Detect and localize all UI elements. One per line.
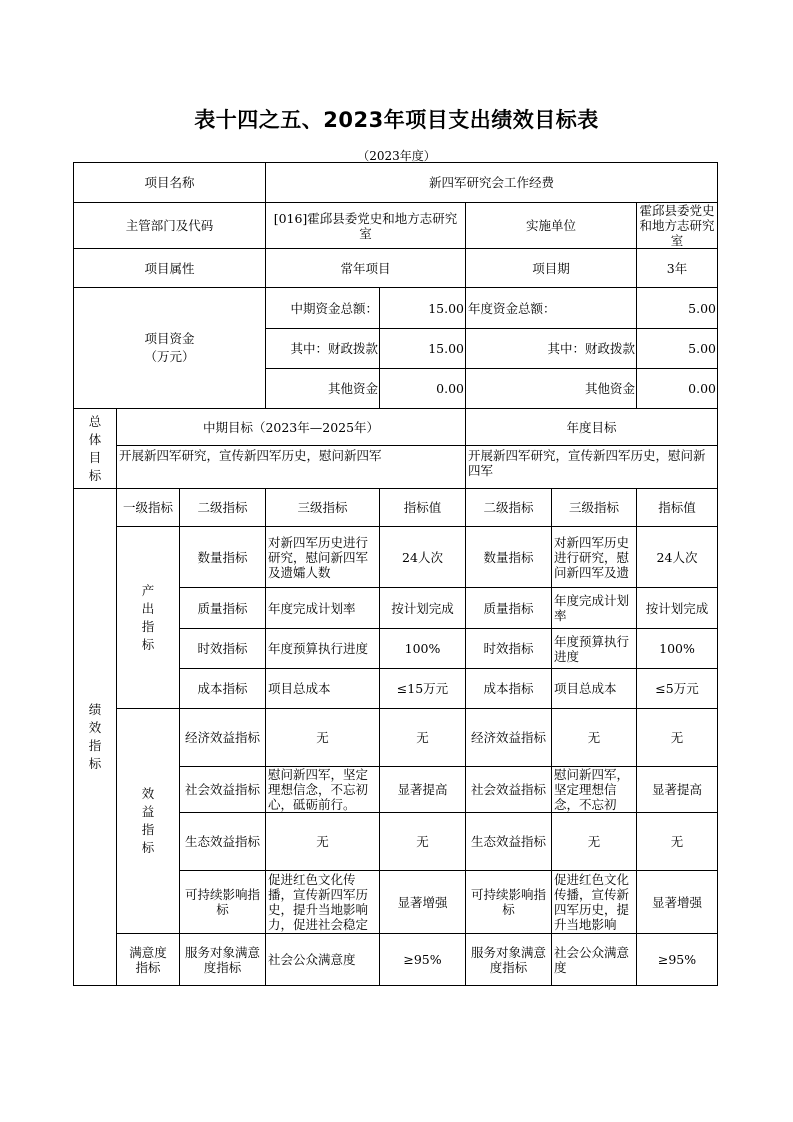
- mid-total-label: 中期资金总额：: [266, 288, 380, 329]
- header-l3: 三级指标: [266, 489, 380, 527]
- row-l3: 社会公众满意度: [266, 934, 380, 986]
- row-l2b: 生态效益指标: [466, 813, 552, 871]
- row-l3b: 年度完成计划率: [552, 588, 637, 629]
- row-val: ≥95%: [380, 934, 466, 986]
- row-l3: 项目总成本: [266, 669, 380, 709]
- indicator-header-row: [74, 489, 718, 527]
- row-l3: 无: [266, 813, 380, 871]
- row-l3: 年度预算执行进度: [266, 629, 380, 669]
- row-l3b: 无: [552, 813, 637, 871]
- year-total: 5.00: [637, 288, 718, 329]
- year-other-label: 其他资金: [466, 369, 637, 409]
- impl-label: 实施单位: [466, 203, 637, 249]
- row-l2b: 时效指标: [466, 629, 552, 669]
- mid-total: 15.00: [380, 288, 466, 329]
- project-name-label: 项目名称: [74, 163, 266, 203]
- row-l3b: 慰问新四军，坚定理想信念，不忘初: [552, 767, 637, 813]
- mid-goal: 开展新四军研究，宣传新四军历史，慰问新四军: [117, 446, 466, 489]
- mid-fiscal: 15.00: [380, 329, 466, 369]
- row-l2: 社会效益指标: [180, 767, 266, 813]
- row-l2b: 社会效益指标: [466, 767, 552, 813]
- period-label: 项目期: [466, 249, 637, 288]
- year-fiscal-label: 其中：财政拨款: [466, 329, 637, 369]
- row-valb: 显著增强: [637, 871, 718, 934]
- performance-table: [73, 162, 718, 986]
- goal-header-row: [74, 409, 718, 446]
- row-l3: 慰问新四军，坚定理想信念，不忘初心，砥砺前行。: [266, 767, 380, 813]
- perf-label: 绩效指标: [74, 489, 117, 986]
- header-l1: 一级指标: [117, 489, 180, 527]
- header-l3b: 三级指标: [552, 489, 637, 527]
- project-name-row: [74, 163, 718, 203]
- row-val: 按计划完成: [380, 588, 466, 629]
- mid-other: 0.00: [380, 369, 466, 409]
- row-val: ≤15万元: [380, 669, 466, 709]
- attr-row: [74, 249, 718, 288]
- row-valb: ≤5万元: [637, 669, 718, 709]
- row-l3b: 项目总成本: [552, 669, 637, 709]
- year-note: （2023年度）: [357, 149, 436, 163]
- header-valb: 指标值: [637, 489, 718, 527]
- row-l2: 可持续影响指标: [180, 871, 266, 934]
- row-l2: 服务对象满意度指标: [180, 934, 266, 986]
- row-l3b: 促进红色文化传播，宣传新四军历史，提升当地影响: [552, 871, 637, 934]
- row-l3b: 社会公众满意度: [552, 934, 637, 986]
- funds-label: 项目资金（万元）: [74, 288, 266, 409]
- goal-content-row: [74, 446, 718, 489]
- year-total-label: 年度资金总额：: [466, 288, 637, 329]
- dept-row: [74, 203, 718, 249]
- row-val: 显著增强: [380, 871, 466, 934]
- table-row: [74, 527, 718, 588]
- attr-label: 项目属性: [74, 249, 266, 288]
- impl-unit: 霍邱县委党史和地方志研究室: [637, 203, 718, 249]
- row-l2b: 质量指标: [466, 588, 552, 629]
- row-valb: 按计划完成: [637, 588, 718, 629]
- row-l3b: 年度预算执行进度: [552, 629, 637, 669]
- row-l3: 对新四军历史进行研究，慰问新四军及遗孀人数: [266, 527, 380, 588]
- row-valb: 显著提高: [637, 767, 718, 813]
- row-l3: 无: [266, 709, 380, 767]
- row-l2: 成本指标: [180, 669, 266, 709]
- row-valb: 24人次: [637, 527, 718, 588]
- year-goal: 开展新四军研究，宣传新四军历史，慰问新四军: [466, 446, 718, 489]
- mid-other-label: 其他资金: [266, 369, 380, 409]
- row-l2b: 数量指标: [466, 527, 552, 588]
- row-l2b: 服务对象满意度指标: [466, 934, 552, 986]
- attr-value: 常年项目: [266, 249, 466, 288]
- year-fiscal: 5.00: [637, 329, 718, 369]
- row-l2: 经济效益指标: [180, 709, 266, 767]
- row-l2: 质量指标: [180, 588, 266, 629]
- row-l2: 时效指标: [180, 629, 266, 669]
- header-l2: 二级指标: [180, 489, 266, 527]
- satisfaction-label: 满意度指标: [117, 934, 180, 986]
- row-l2b: 经济效益指标: [466, 709, 552, 767]
- year-other: 0.00: [637, 369, 718, 409]
- mid-goal-label: 中期目标（2023年—2025年）: [117, 409, 466, 446]
- funds-row-total: [74, 288, 718, 329]
- header-l2b: 二级指标: [466, 489, 552, 527]
- row-val: 无: [380, 813, 466, 871]
- row-valb: 无: [637, 813, 718, 871]
- row-l3: 年度完成计划率: [266, 588, 380, 629]
- goal-label: 总体目标: [74, 409, 117, 489]
- benefit-label: 效益指标: [117, 709, 180, 934]
- row-valb: 无: [637, 709, 718, 767]
- row-l2: 数量指标: [180, 527, 266, 588]
- row-l2: 生态效益指标: [180, 813, 266, 871]
- row-val: 24人次: [380, 527, 466, 588]
- header-val: 指标值: [380, 489, 466, 527]
- table-row: [74, 709, 718, 767]
- row-val: 显著提高: [380, 767, 466, 813]
- row-valb: ≥95%: [637, 934, 718, 986]
- row-l3b: 无: [552, 709, 637, 767]
- table-row: [74, 934, 718, 986]
- dept-label: 主管部门及代码: [74, 203, 266, 249]
- mid-fiscal-label: 其中：财政拨款: [266, 329, 380, 369]
- row-val: 100%: [380, 629, 466, 669]
- year-goal-label: 年度目标: [466, 409, 718, 446]
- row-l2b: 可持续影响指标: [466, 871, 552, 934]
- dept-value: [016]霍邱县委党史和地方志研究室: [266, 203, 466, 249]
- row-val: 无: [380, 709, 466, 767]
- row-l3: 促进红色文化传播，宣传新四军历史，提升当地影响力，促进社会稳定: [266, 871, 380, 934]
- period-value: 3年: [637, 249, 718, 288]
- row-l3b: 对新四军历史进行研究，慰问新四军及遗: [552, 527, 637, 588]
- row-l2b: 成本指标: [466, 669, 552, 709]
- project-name: 新四军研究会工作经费: [266, 163, 718, 203]
- page-title: 表十四之五、2023年项目支出绩效目标表: [194, 108, 599, 132]
- output-label: 产出指标: [117, 527, 180, 709]
- row-valb: 100%: [637, 629, 718, 669]
